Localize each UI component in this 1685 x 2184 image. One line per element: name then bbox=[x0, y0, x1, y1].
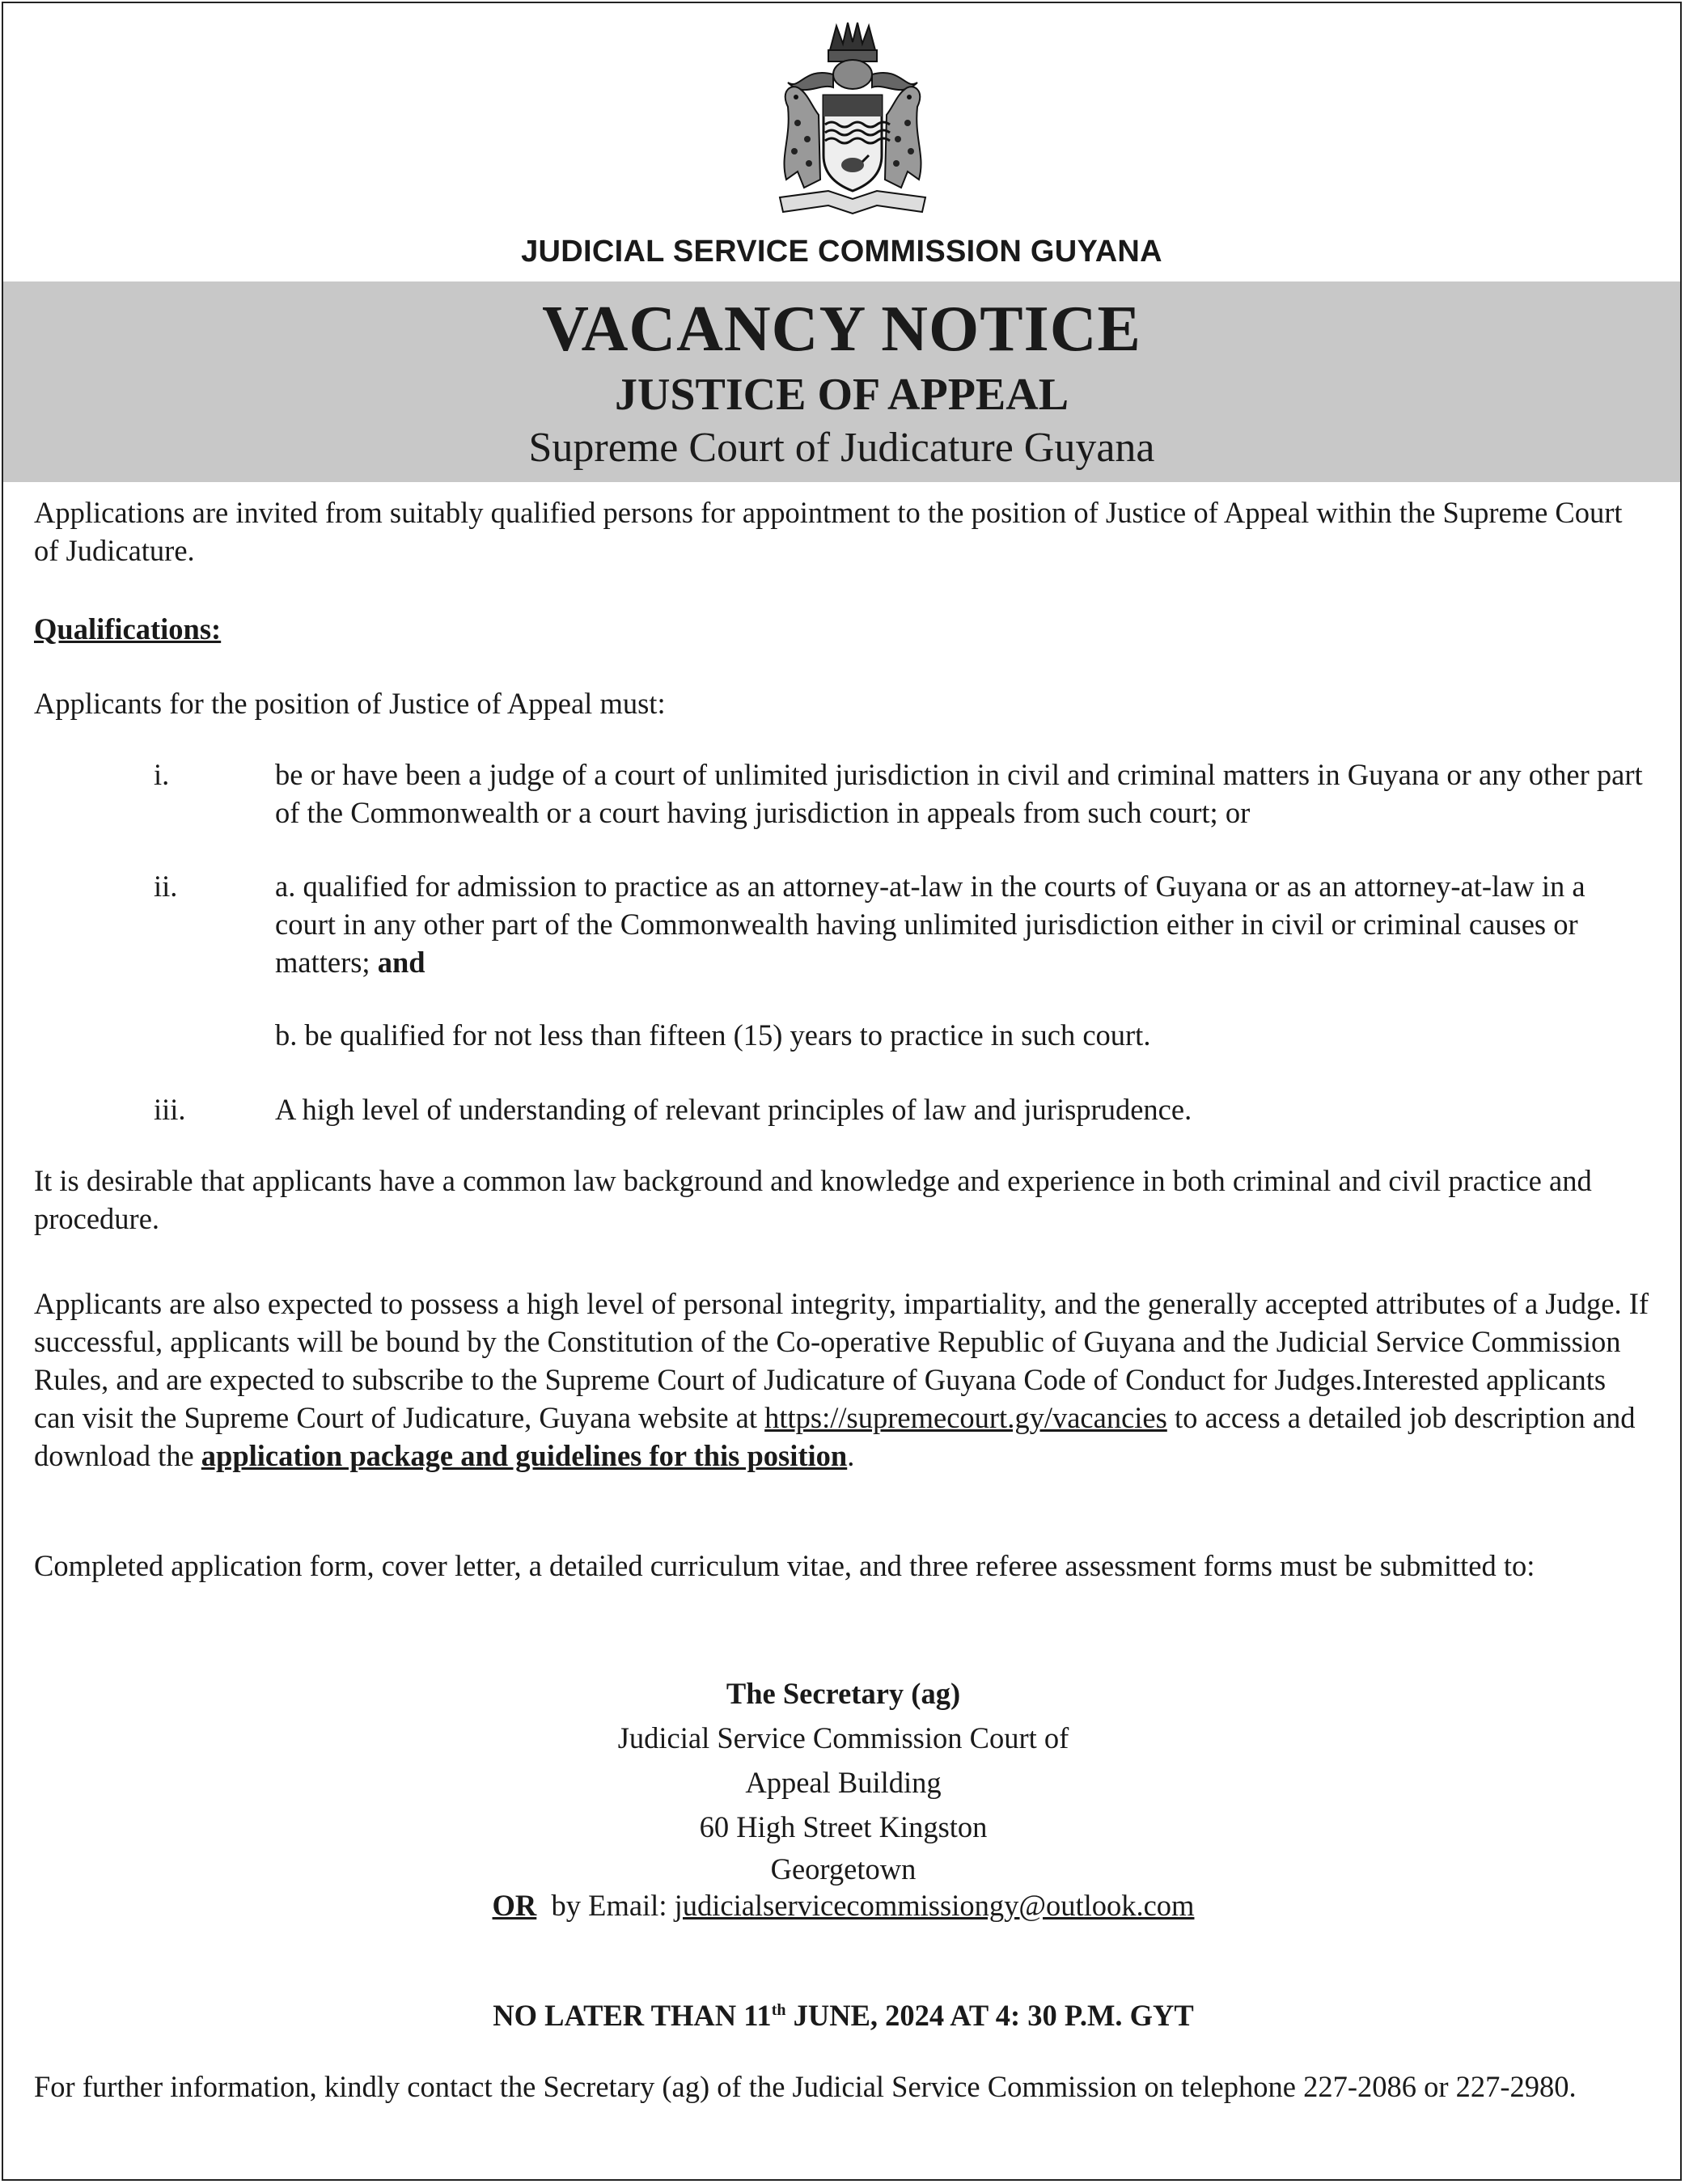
list-item-text: A high level of understanding of relevant principles of law and jurisprudence. bbox=[275, 1093, 1192, 1126]
position-title: JUSTICE OF APPEAL bbox=[614, 370, 1069, 420]
desirable-paragraph: It is desirable that applicants have a common law background and knowledge and experience in both criminal and civil practice and procedure. bbox=[34, 1164, 1592, 1235]
intro-paragraph: Applications are invited from suitably qualified persons for appointment to the position of Justice of Appeal within the Supreme Court of Judicature. bbox=[34, 496, 1623, 567]
notice-title: VACANCY NOTICE bbox=[542, 294, 1141, 365]
email-line: OR by Email: judicialservicecommissiongy@outlook.com bbox=[492, 1889, 1195, 1922]
list-item bbox=[34, 867, 1653, 1052]
vacancy-notice-page bbox=[2, 2, 1682, 2181]
email-link[interactable]: judicialservicecommissiongy@outlook.com bbox=[674, 1889, 1195, 1922]
deadline: NO LATER THAN 11th JUNE, 2024 AT 4: 30 P.M. GYT bbox=[493, 1999, 1194, 2032]
list-item-number: iii. bbox=[154, 1093, 186, 1126]
submission-paragraph: Completed application form, cover letter, a detailed curriculum vitae, and three referee assessment forms must be submitted to: bbox=[34, 1549, 1535, 1582]
institution-name: Supreme Court of Judicature Guyana bbox=[528, 425, 1155, 471]
list-item-number: ii. bbox=[154, 870, 178, 903]
application-package-link[interactable]: application package and guidelines for this position bbox=[201, 1439, 848, 1472]
list-item bbox=[34, 756, 1653, 833]
address-block bbox=[34, 1671, 1653, 1922]
list-item-text-b: b. be qualified for not less than fifteen (15) years to practice in such court. bbox=[275, 1018, 1151, 1052]
notice-banner bbox=[3, 281, 1680, 482]
address-line: 60 High Street Kingston bbox=[699, 1810, 988, 1843]
recipient: The Secretary (ag) bbox=[726, 1677, 961, 1710]
qualifications-heading: Qualifications: bbox=[34, 612, 222, 645]
list-item-text: be or have been a judge of a court of unlimited jurisdiction in civil and criminal matters in Guyana or any other part of the Commonwealth or a court having jurisdiction in appeals from such court; or bbox=[275, 758, 1643, 829]
list-item-number: i. bbox=[154, 758, 170, 791]
website-link[interactable]: https://supremecourt.gy/vacancies bbox=[764, 1401, 1167, 1434]
qualifications-lead: Applicants for the position of Justice of Appeal must: bbox=[34, 687, 666, 720]
list-item-text-a: a. qualified for admission to practice as an attorney-at-law in the courts of Guyana or as an attorney-at-law in a court in any other part of the Commonwealth having unlimited jurisdiction either in civil or criminal causes or matters; and bbox=[275, 870, 1586, 979]
integrity-paragraph: Applicants are also expected to possess a high level of personal integrity, impartiality, and the generally accepted attributes of a Judge. If successful, applicants will be bound by the Constitution of the Co-operative Republic of Guyana and the Judicial Service Commission Rules, and are expected to subscribe to the Supreme Court of Judicature of Guyana Code of Conduct for Judges.Interested applicants can visit the Supreme Court of Judicature, Guyana website at https://supremecourt.gy/vacancies to access a detailed job description and download the application package and guidelines for this position. bbox=[34, 1287, 1649, 1472]
address-line: Georgetown bbox=[770, 1852, 917, 1886]
address-line: Appeal Building bbox=[745, 1766, 942, 1799]
contact-paragraph: For further information, kindly contact the Secretary (ag) of the Judicial Service Commission on telephone 227-2086 or 227-2980. bbox=[34, 2070, 1577, 2103]
guyana-coat-of-arms-icon bbox=[756, 18, 950, 218]
address-line: Judicial Service Commission Court of bbox=[617, 1721, 1069, 1754]
organization-name: JUDICIAL SERVICE COMMISSION GUYANA bbox=[521, 235, 1162, 269]
